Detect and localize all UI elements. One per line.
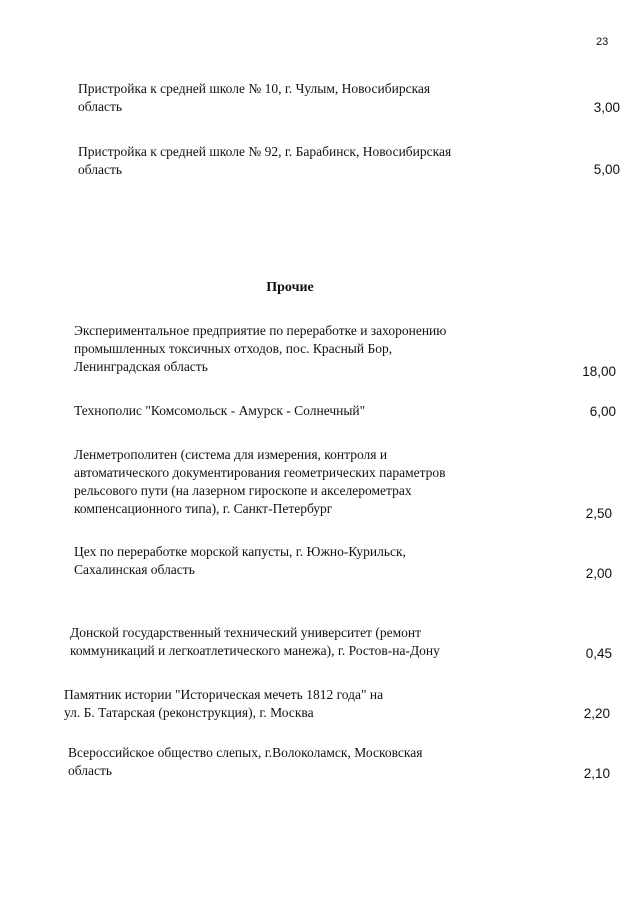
page-number: 23 (596, 36, 609, 48)
entry-value: 18,00 (582, 364, 616, 379)
entry-description: Экспериментальное предприятие по переработке и захоронению промышленных токсичных отходов, пос. Красный Бор, Ленинградская область (74, 323, 447, 374)
entry-description: Памятник истории "Историческая мечеть 1812 года" на ул. Б. Татарская (реконструкция), г. Москва (64, 687, 384, 720)
entry-value: 2,20 (583, 706, 610, 721)
entry-description: Пристройка к средней школе № 92, г. Барабинск, Новосибирская область (78, 144, 452, 177)
entry-description: Всероссийское общество слепых, г.Волоколамск, Московская область (68, 745, 423, 778)
entry-description: Технополис "Комсомольск - Амурск - Солнечный" (74, 403, 366, 418)
entry-value: 2,10 (583, 766, 610, 781)
entry-value: 6,00 (589, 404, 616, 419)
entry-value: 0,45 (585, 646, 612, 661)
entry-value: 2,50 (585, 506, 612, 521)
entry-value: 5,00 (593, 162, 620, 177)
entry-value: 2,00 (585, 566, 612, 581)
entry-description: Ленметрополитен (система для измерения, контроля и автоматического документирования геометрических параметров рельсового пути (на лазерном гироскопе и акселерометрах компенсационного типа), г. Санкт-Петербург (74, 447, 446, 516)
section-title: Прочие (266, 280, 314, 295)
entry-value: 3,00 (593, 100, 620, 115)
entry-description: Донской государственный технический университет (ремонт коммуникаций и легкоатлетического манежа), г. Ростов-на-Дону (70, 625, 440, 658)
entry-description: Цех по переработке морской капусты, г. Южно-Курильск, Сахалинская область (74, 544, 406, 577)
entry-description: Пристройка к средней школе № 10, г. Чулым, Новосибирская область (78, 81, 431, 114)
